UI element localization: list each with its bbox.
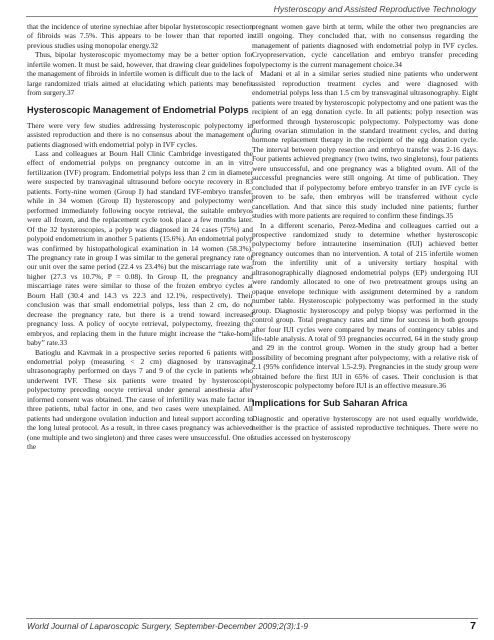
footer-divider [26,618,478,619]
section-heading: Hysteroscopic Management of Endometrial Polyps [27,104,249,115]
paragraph: In a different scenario, Perez-Medina and colleagues carried out a prospective randomized study to determine whether hysteroscopic polypectomy before intrauterine insemination (IUI) achieved better pregnancy outcomes than no intervention. A total of 215 infertile women from the infertility unit of a university tertiary hospital with ultrasonographically diagnosed endometrial polyps (EP) undergoing IUI were randomly allocated to one of two pretreatment groups using an opaque envelope technique with assignment determined by a random number table. Hysteroscopic polypectomy was performed in the study group. Diagnostic hysteroscopy and polyp biopsy was performed in the control group. Total pregnancy rates and time for success in both groups after four IUI cycles were compared by means of contingency tables and life-table analysis. A total of 93 pregnancies occurred, 64 in the study group and 29 in the control group. Women in the study group had a better possibility of becoming pregnant after polypectomy, with a relative risk of 2.1 (95% confidence interval 1.5-2.9). Pregnancies in the study group were obtained before the first IUI in 65% of cases. Their conclusion is that hysteroscopic polypectomy before IUI is an effective measure.36 [252,220,478,391]
paragraph: There were very few studies addressing hysteroscopic polypectomy in assisted reproduction and there is no consensus about the management of patients diagnosed with endometrial polyp in IVF cycles. [27,120,253,149]
header-divider [26,16,478,17]
section-heading: Implications for Sub Saharan Africa [252,397,408,408]
footer-citation: World Journal of Laparoscopic Surgery, September-December 2009;2(3):1-9 [27,621,309,631]
left-column [27,22,253,451]
paragraph: Madani et al in a similar series studied nine patients who underwent assisted reproduction treatment cycles and were diagnosed with endometrial polyps less than 1.5 cm by transvaginal ultrasonography. Eight patients were treated by hysteroscopic polypectomy and one patient was the recipient of an egg donation cycle. In all patients; polyp resection was performed through hysteroscopic polypectomy. Polypectomy was done during ovarian stimulation in the standard treatment cycles, and during hormone replacement therapy in the recipient of the egg donation cycle. The interval between polyp resection and embryo transfer was 2-16 days. Four patients achieved pregnancy (two twins, two singletons), four patients were unsuccessful, and one pregnancy was a blighted ovum. All of the successful pregnancies were still ongoing. At time of publication. They concluded that if polypectomy before embryo transfer in an IVF cycle is proven to be safe, then embryos will be transferred without cycle cancellation. And that since this study included nine patients; further studies with more patients are required to confirm these findings.35 [252,69,478,221]
paragraph: Lass and colleagues at Bourn Hall Clinic Cambridge investigated the effect of endometrial polyps on pregnancy outcome in an in vitro fertilization (IVF) program. Endometrial polyps less than 2 cm in diameter were suspected by transvaginal ultrasound before oocyte recovery in 83 patients. Forty-nine women (Group I) had standard IVF-embryo transfer, while in 34 women (Group II) hysteroscopy and polypectomy were performed immediately following oocyte retrieval, the suitable embryos were all frozen, and the replacement cycle took place a few months later. Of the 32 hysteroscopies, a polyp was diagnosed in 24 cases (75%) and polypoid endometrium in another 5 patients (15.6%). An endometrial polyp was confirmed by histopathological examination in 14 women (58.3%). The pregnancy rate in group I was similar to the general pregnancy rate of our unit over the same period (22.4 vs 23.4%) but the miscarriage rate was higher (27.3 vs 10.7%, P = 0.08). In Group II, the pregnancy and miscarriage rates were similar to those of the frozen embryo cycles at Bourn Hall (30.4 and 14.3 vs 22.3 and 12.1%, respectively). Their conclusion was that small endometrial polyps, less than 2 cm, do not decrease the pregnancy rate, but there is a trend toward increased pregnancy loss. A policy of oocyte retrieval, polypectomy, freezing the embryos, and replacing them in the future might increase the “take-home baby” rate.33 [27,148,253,348]
paragraph: Diagnostic and operative hysteroscopy are not used equally worldwide, neither is the practice of assisted reproductive techniques. There were no studies accessed on hysteroscopy [252,413,478,442]
running-header: Hysteroscopy and Assisted Reproductive Technology [273,4,476,14]
paragraph: that the incidence of uterine synechiae after bipolar hysteroscopic resection of fibroids was 7.5%. This appears to be lower than that reported in previous studies using monopolar energy.32 [27,22,253,50]
paragraph: pregnant women gave birth at term, while the other two pregnancies are still ongoing. They concluded that, with no consensus regarding the management of patients diagnosed with endometrial polyp in IVF cycles. Cryopreservation, cycle cancellation and embryo transfer preceding polypectomy is the current management choice.34 [252,22,478,69]
paragraph: Thus, bipolar hysteroscopic myomectomy may be a better option for infertile women. It must be said, however, that drawing clear guidelines for the management of fibroids in infertile women is difficult due to the lack of large randomized trials aimed at elucidating which patients may benefit from surgery.37 [27,50,253,98]
right-column [252,22,478,442]
page-number: 7 [470,620,476,632]
paragraph: Batioglu and Kavmak in a prospective series reported 6 patients with endometrial polyp (measuring < 2 cm) diagnosed by transvaginal ultrasonography performed on days 7 and 9 of the cycle in patients who underwent IVF. These six patients were treated by hysteroscopic polypectomy preceding oocyte retrieval under general anesthesia after informed consent was obtained. The cause of infertility was male factor in three patients, tubal factor in one, and two cases were unexplained. All patients had undergone ovulation induction and luteal support according to the long luteal protocol. As a result, in three cases pregnancy was achieved (one multiple and two singleton) and three cases were unsuccessful. One of the [27,347,253,452]
